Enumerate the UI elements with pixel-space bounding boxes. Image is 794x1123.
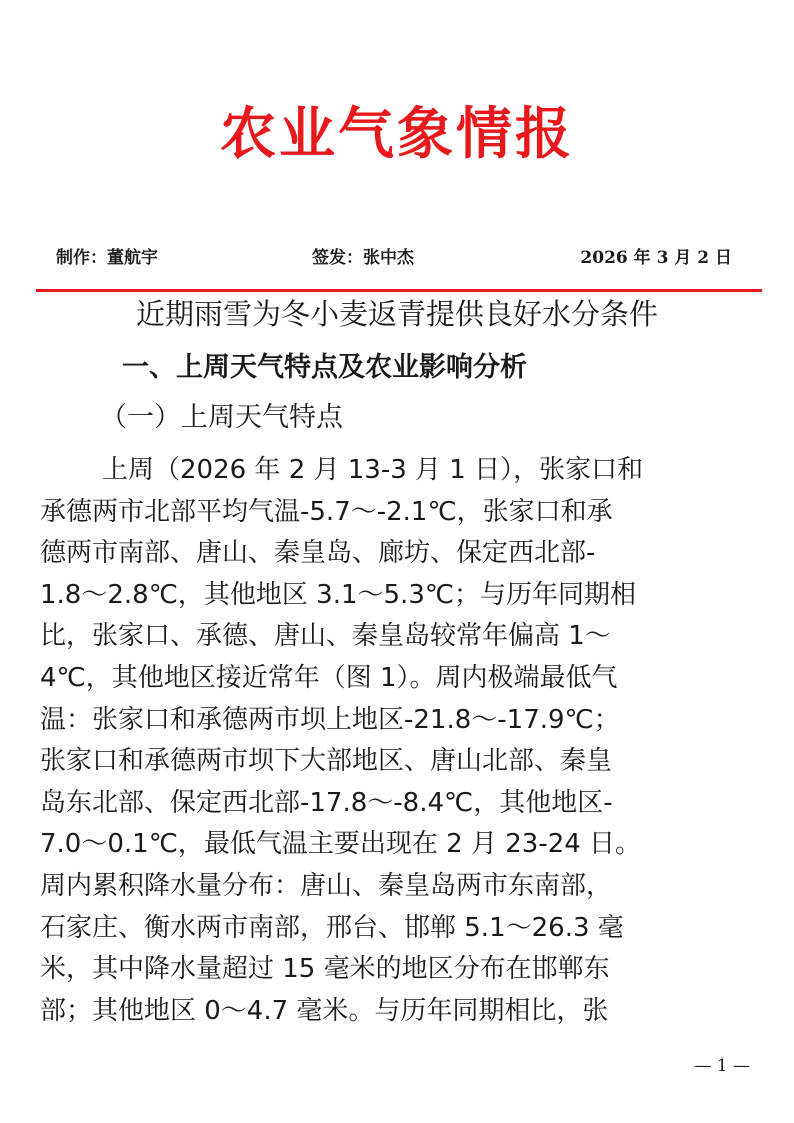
masthead-title: 农业气象情报 xyxy=(220,102,574,167)
body-paragraph xyxy=(40,450,760,1032)
subsection-heading: （一）上周天气特点 xyxy=(100,402,343,433)
document-title: 近期雨雪为冬小麦返青提供良好水分条件 xyxy=(135,297,658,331)
producer-label: 制作：董航宇 xyxy=(56,248,158,268)
issuer-label: 签发：张中杰 xyxy=(312,248,414,268)
page-number: — 1 — xyxy=(694,1056,750,1076)
issue-date: 2026 年 3 月 2 日 xyxy=(580,248,732,268)
body-line: 7.0～0.1℃，最低气温主要出现在 2 月 23-24 日。 xyxy=(40,829,642,860)
body-line: 张家口和承德两市坝下大部地区、唐山北部、秦皇 xyxy=(40,746,613,777)
body-line: 米，其中降水量超过 15 毫米的地区分布在邯郸东 xyxy=(40,954,610,985)
body-line: 部；其他地区 0～4.7 毫米。与历年同期相比，张 xyxy=(40,995,609,1026)
body-line: 温：张家口和承德两市坝上地区-21.8～-17.9℃； xyxy=(40,704,620,735)
body-line: 4℃，其他地区接近常年（图 1）。周内极端最低气 xyxy=(40,662,618,693)
body-line: 1.8～2.8℃，其他地区 3.1～5.3℃；与历年同期相 xyxy=(40,579,637,610)
body-line: 岛东北部、保定西北部-17.8～-8.4℃，其他地区- xyxy=(40,787,613,818)
red-divider-rule xyxy=(36,289,762,292)
body-line: 石家庄、衡水两市南部，邢台、邯郸 5.1～26.3 毫 xyxy=(40,912,624,943)
body-line: 周内累积降水量分布：唐山、秦皇岛两市东南部， xyxy=(40,870,613,901)
section-heading: 一、上周天气特点及农业影响分析 xyxy=(122,352,527,383)
body-line: 德两市南部、唐山、秦皇岛、廊坊、保定西北部- xyxy=(40,538,596,569)
body-line: 比，张家口、承德、唐山、秦皇岛较常年偏高 1～ xyxy=(40,621,611,652)
body-line: 承德两市北部平均气温-5.7～-2.1℃，张家口和承 xyxy=(40,496,613,527)
body-line: 上周（2026 年 2 月 13-3 月 1 日），张家口和 xyxy=(102,455,644,485)
